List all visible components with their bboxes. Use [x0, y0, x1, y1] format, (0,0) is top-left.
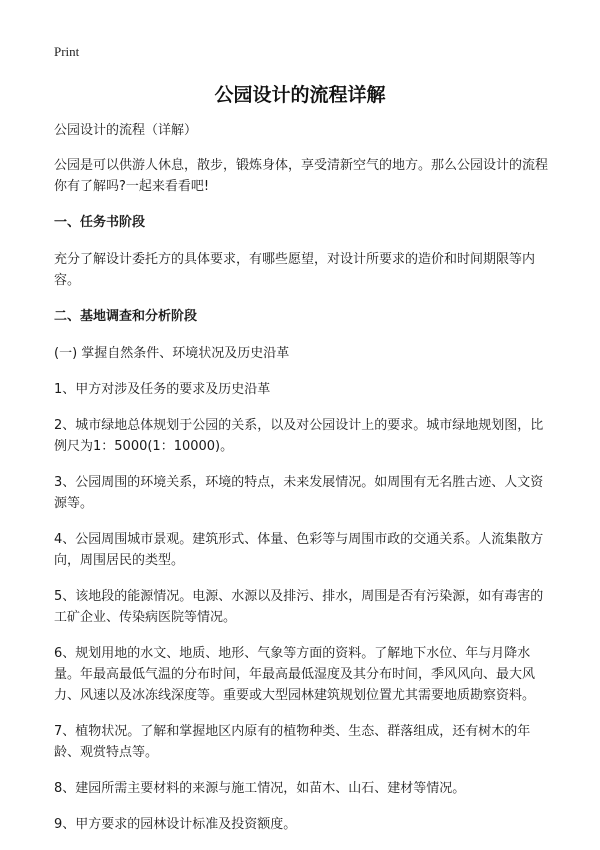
list-item-8: 8、建园所需主要材料的来源与施工情况，如苗木、山石、建材等情况。: [54, 781, 466, 796]
list-item-6: 6、规划用地的水文、地质、地形、气象等方面的资料。了解地下水位、年与月降水量。年最高最低气温的分布时间，年最高最低湿度及其分布时间，季风风向、最大风力、风速以及冰冻线深度等。重要或大型园林建筑规划位置尤其需要地质勘察资料。: [54, 646, 536, 703]
section-heading-2: 二、基地调查和分析阶段: [54, 309, 198, 324]
section-1-paragraph: 充分了解设计委托方的具体要求，有哪些愿望，对设计所要求的造价和时间期限等内容。: [54, 252, 536, 288]
list-item-9: 9、甲方要求的园林设计标准及投资额度。: [54, 817, 297, 832]
intro-paragraph: 公园是可以供游人休息，散步，锻炼身体，享受清新空气的地方。那么公园设计的流程你有了解吗?一起来看看吧!: [54, 158, 549, 194]
list-item-2: 2、城市绿地总体规划于公园的关系，以及对公园设计上的要求。城市绿地规划图，比例尺为1：5000(1：10000)。: [54, 418, 544, 454]
list-item-7: 7、植物状况。了解和掌握地区内原有的植物种类、生态、群落组成，还有树木的年龄、观赏特点等。: [54, 724, 531, 760]
list-item-5: 5、该地段的能源情况。电源、水源以及排污、排水，周围是否有污染源，如有毒害的工矿企业、传染病医院等情况。: [54, 589, 544, 625]
document-body: [54, 120, 548, 850]
list-item-3: 3、公园周围的环境关系，环境的特点，未来发展情况。如周围有无名胜古迹、人文资源等。: [54, 475, 544, 511]
subsection-heading: (一) 掌握自然条件、环境状况及历史沿革: [54, 346, 290, 361]
document-subtitle: 公园设计的流程（详解）: [54, 123, 198, 138]
list-item-4: 4、公园周围城市景观。建筑形式、体量、色彩等与周围市政的交通关系。人流集散方向，周围居民的类型。: [54, 532, 544, 568]
list-item-1: 1、甲方对涉及任务的要求及历史沿革: [54, 382, 271, 397]
section-heading-1: 一、任务书阶段: [54, 215, 146, 230]
page-title: 公园设计的流程详解: [214, 84, 386, 106]
print-label: Print: [54, 44, 80, 59]
